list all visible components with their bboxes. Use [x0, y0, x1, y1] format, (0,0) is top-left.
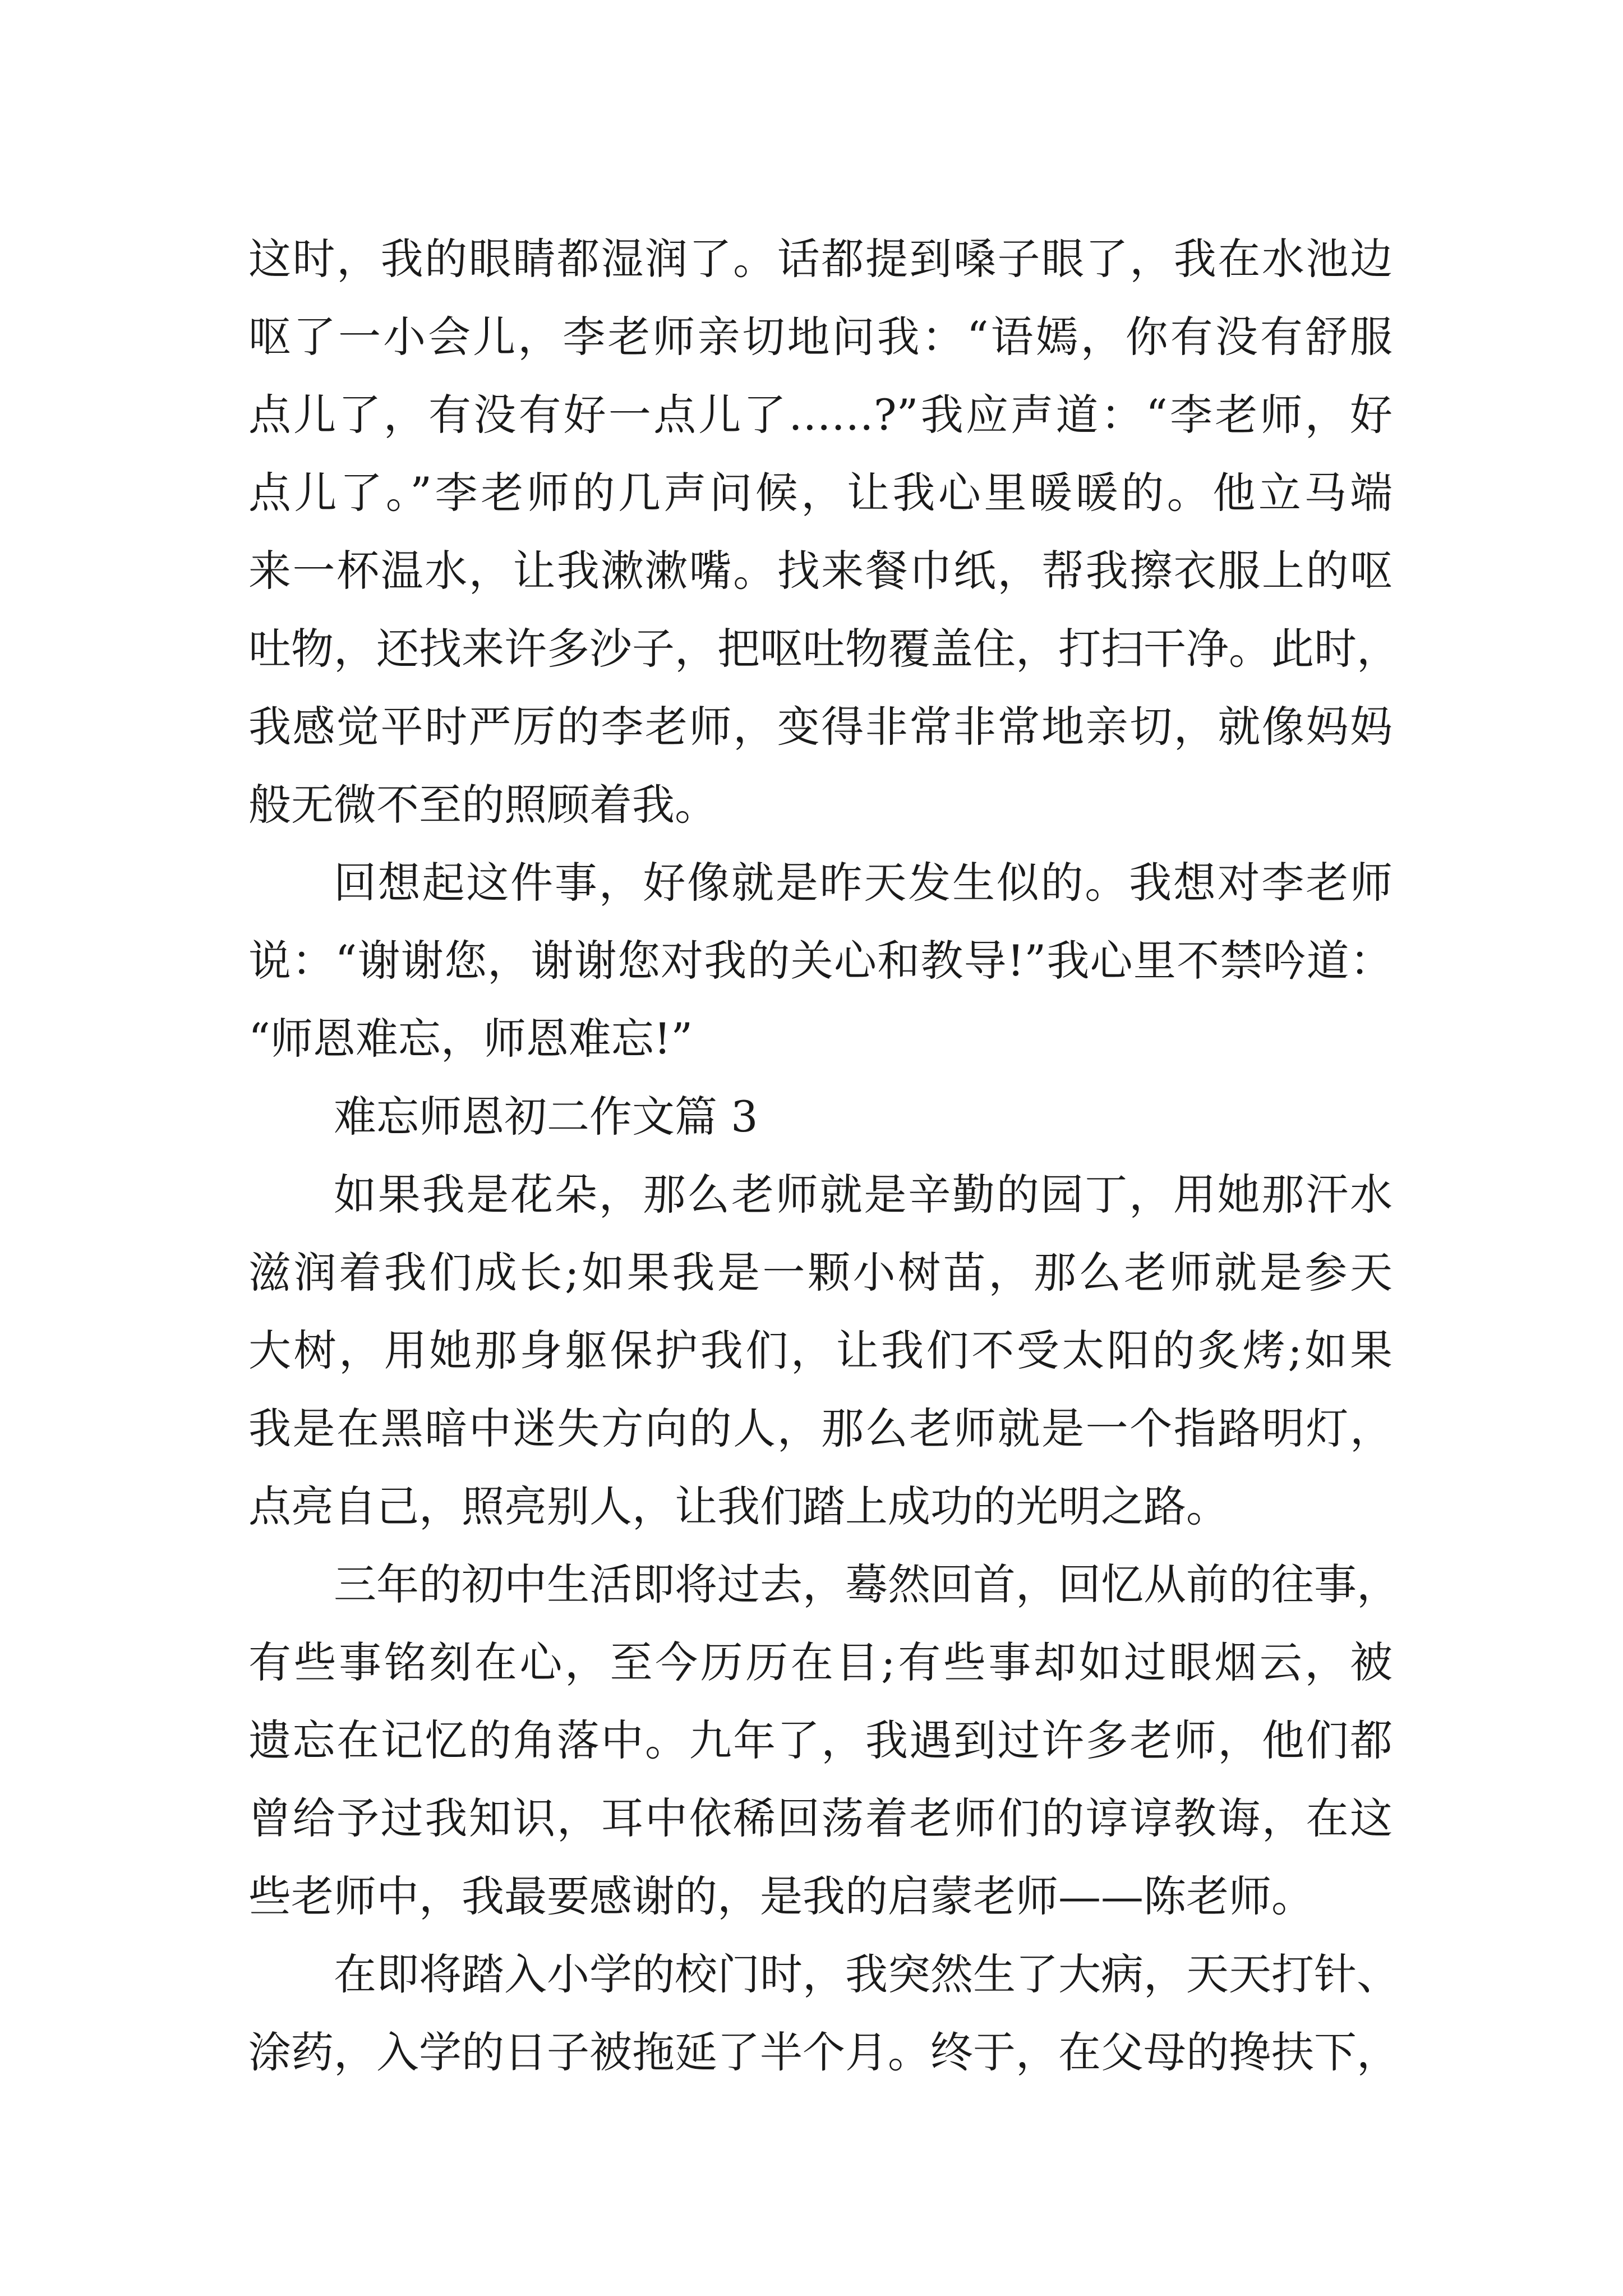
text-line: 点亮自己，照亮别人，让我们踏上成功的光明之路。	[248, 1481, 1229, 1531]
text-line: 三年的初中生活即将过去，蓦然回首，回忆从前的往事，	[334, 1559, 1399, 1609]
text-line: 有些事铭刻在心，至今历历在目;有些事却如过眼烟云，被	[248, 1637, 1393, 1687]
text-line: “师恩难忘，师恩难忘!”	[248, 1014, 693, 1064]
text-line: 遗忘在记忆的角落中。九年了，我遇到过许多老师，他们都	[248, 1715, 1393, 1765]
text-line: 来一杯温水，让我漱漱嘴。找来餐巾纸，帮我擦衣服上的呕	[248, 546, 1393, 596]
text-line: 说：“谢谢您，谢谢您对我的关心和教导!”我心里不禁吟道：	[248, 936, 1393, 986]
text-line: 些老师中，我最要感谢的，是我的启蒙老师——陈老师。	[248, 1871, 1314, 1921]
text-line: 如果我是花朵，那么老师就是辛勤的园丁，用她那汗水	[334, 1170, 1393, 1220]
text-line: 我是在黑暗中迷失方向的人，那么老师就是一个指路明灯，	[248, 1404, 1393, 1453]
text-line: 般无微不至的照顾着我。	[248, 780, 717, 830]
text-line: 呕了一小会儿，李老师亲切地问我：“语嫣，你有没有舒服	[248, 312, 1393, 362]
text-line: 这时，我的眼睛都湿润了。话都提到嗓子眼了，我在水池边	[248, 234, 1393, 284]
text-line: 点儿了，有没有好一点儿了……?”我应声道：“李老师，好	[248, 390, 1393, 440]
text-line: 大树，用她那身躯保护我们，让我们不受太阳的炙烤;如果	[248, 1326, 1393, 1375]
text-line: 回想起这件事，好像就是昨天发生似的。我想对李老师	[334, 858, 1393, 908]
text-line: 点儿了。”李老师的几声问候，让我心里暖暖的。他立马端	[248, 468, 1393, 518]
text-line: 吐物，还找来许多沙子，把呕吐物覆盖住，打扫干净。此时，	[248, 624, 1399, 674]
text-line: 曾给予过我知识，耳中依稀回荡着老师们的谆谆教诲，在这	[248, 1793, 1393, 1843]
document-body	[248, 220, 1399, 2091]
text-line: 在即将踏入小学的校门时，我突然生了大病，天天打针、	[334, 1949, 1399, 1999]
text-line: 难忘师恩初二作文篇 3	[334, 1092, 758, 1142]
text-line: 滋润着我们成长;如果我是一颗小树苗，那么老师就是参天	[248, 1248, 1393, 1297]
text-line: 我感觉平时严厉的李老师，变得非常非常地亲切，就像妈妈	[248, 702, 1393, 752]
text-line: 涂药，入学的日子被拖延了半个月。终于，在父母的搀扶下，	[248, 2027, 1399, 2077]
